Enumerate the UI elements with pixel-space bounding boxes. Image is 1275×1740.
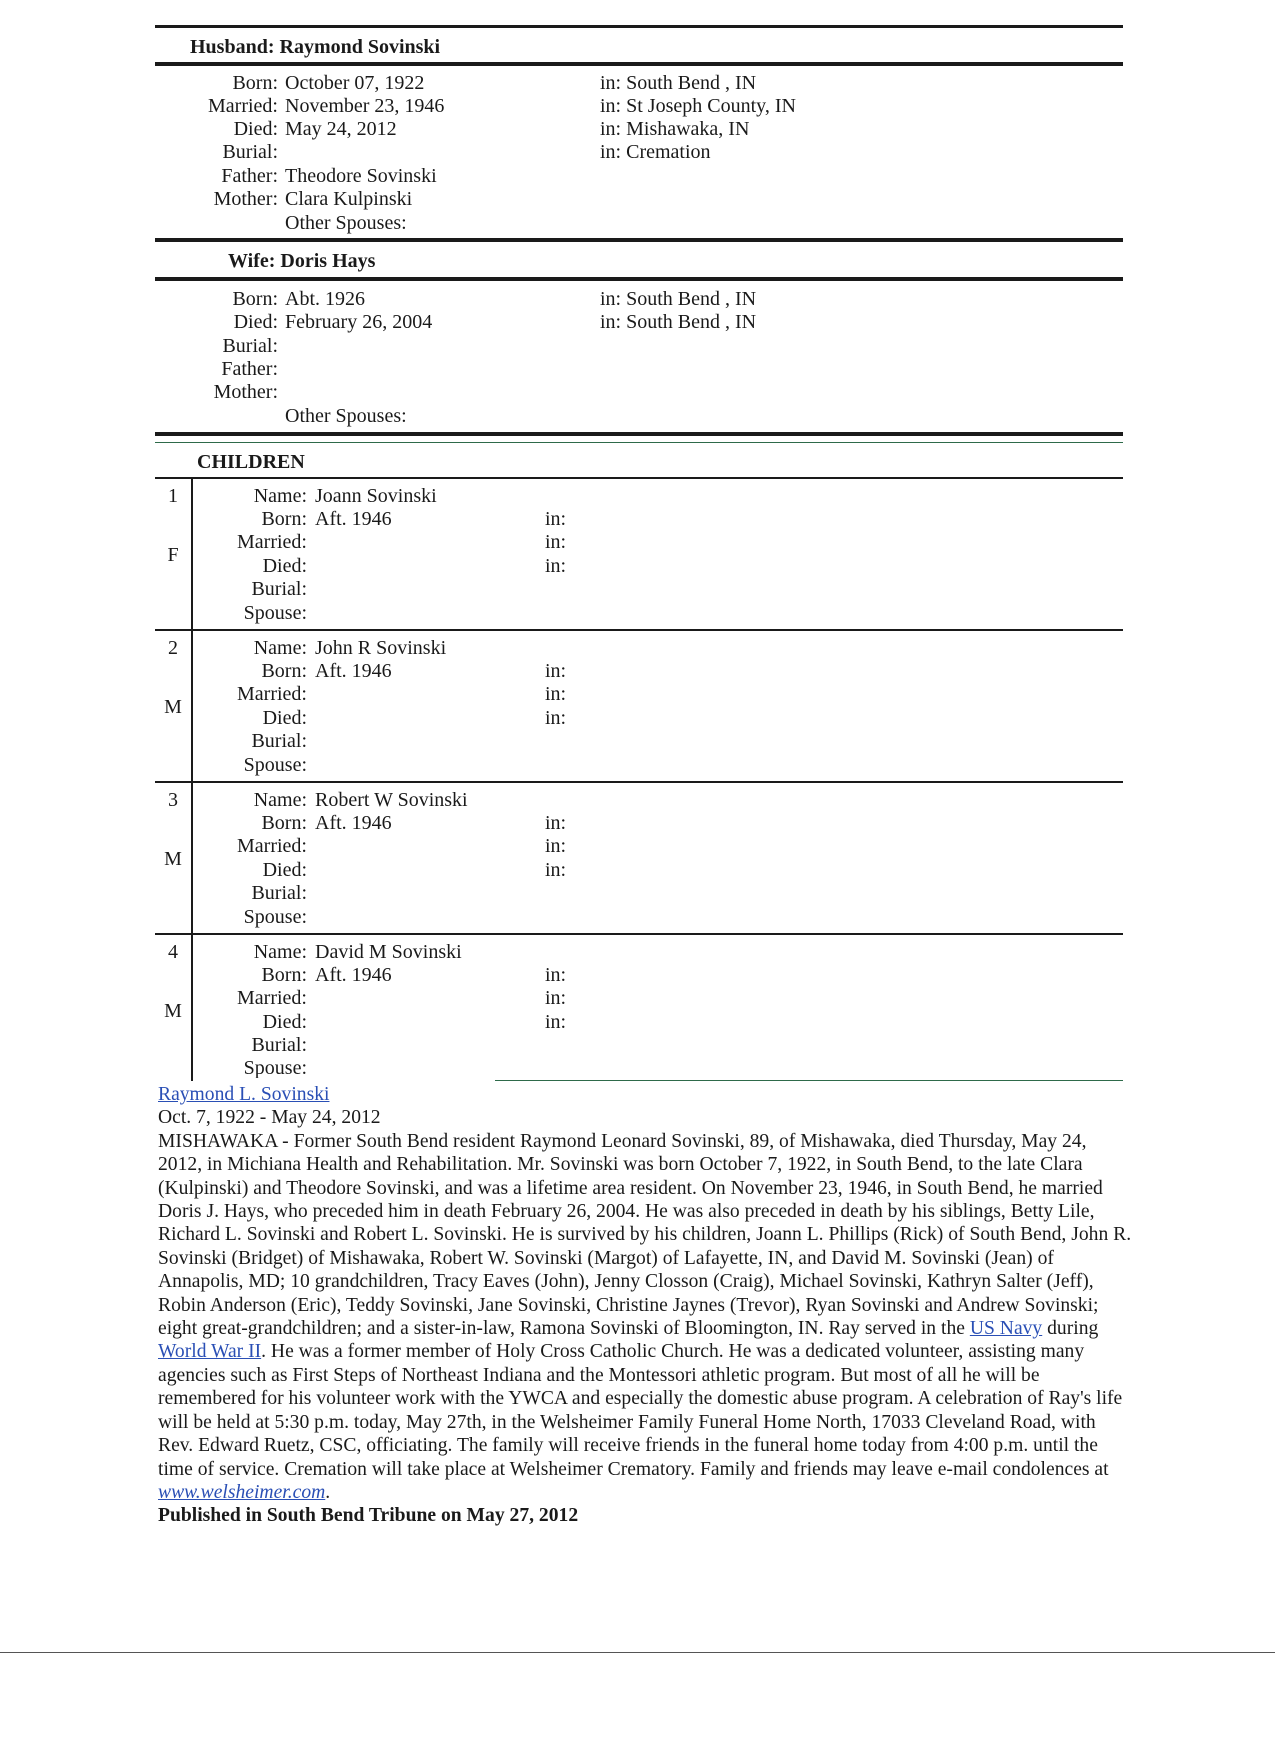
child-number: 1	[168, 485, 178, 507]
child-spouse-label: Spouse:	[243, 602, 307, 624]
child-married-in: in:	[545, 683, 567, 705]
child-born-label: Born:	[261, 964, 307, 986]
child-born-in: in:	[545, 964, 567, 986]
child-spouse-label: Spouse:	[243, 754, 307, 776]
husband-born-place: in: South Bend , IN	[600, 72, 757, 94]
obituary-text-4: .	[325, 1481, 331, 1503]
husband-born-value: October 07, 1922	[285, 72, 425, 94]
child-name-label: Name:	[253, 789, 307, 811]
wife-heading-label: Wife:	[228, 250, 276, 272]
wife-born-label: Born:	[232, 288, 278, 310]
child-name: Robert W Sovinski	[315, 789, 468, 811]
husband-heading	[190, 36, 440, 59]
wife-burial-label: Burial:	[222, 335, 278, 357]
husband-married-place: in: St Joseph County, IN	[600, 95, 796, 117]
husband-married-value: November 23, 1946	[285, 95, 445, 117]
wife-name: Doris Hays	[280, 250, 376, 272]
world-war-ii-link[interactable]: World War II	[158, 1341, 262, 1363]
child-burial-label: Burial:	[251, 578, 307, 600]
child-entry	[155, 783, 1123, 935]
husband-other-spouses: Other Spouses:	[285, 212, 407, 234]
husband-father-label: Father:	[221, 165, 278, 187]
husband-heading-label: Husband:	[190, 36, 275, 58]
husband-died-value: May 24, 2012	[285, 118, 397, 140]
us-navy-link[interactable]: US Navy	[969, 1318, 1043, 1340]
child-died-label: Died:	[262, 1011, 307, 1033]
husband-born-label: Born:	[232, 72, 278, 94]
child-born-label: Born:	[261, 812, 307, 834]
children-top-rule-thin	[155, 442, 1123, 443]
obituary-dates: Oct. 7, 1922 - May 24, 2012	[158, 1107, 381, 1129]
child-spouse-label: Spouse:	[243, 906, 307, 928]
wife-died-place: in: South Bend , IN	[600, 311, 757, 333]
husband-mother-value: Clara Kulpinski	[285, 188, 413, 210]
child-spouse-label: Spouse:	[243, 1057, 307, 1078]
wife-born-value: Abt. 1926	[285, 288, 365, 310]
child-married-in: in:	[545, 987, 567, 1009]
child-born-in: in:	[545, 812, 567, 834]
child-name: Joann Sovinski	[315, 485, 437, 507]
child-number: 3	[168, 789, 178, 811]
child-sex: F	[167, 544, 179, 566]
child-died-in: in:	[545, 1011, 567, 1033]
child-died-in: in:	[545, 555, 567, 577]
wife-father-label: Father:	[221, 358, 278, 380]
top-rule	[155, 25, 1123, 28]
child-born: Aft. 1946	[315, 508, 392, 530]
children-heading: CHILDREN	[197, 451, 305, 473]
child-number: 4	[168, 941, 178, 963]
child-entry	[155, 479, 1123, 631]
child-born: Aft. 1946	[315, 964, 392, 986]
child-died-label: Died:	[262, 859, 307, 881]
child-burial-label: Burial:	[251, 882, 307, 904]
husband-rule	[155, 62, 1123, 66]
child-number: 2	[168, 637, 178, 659]
scan-edge-line	[0, 1652, 1275, 1653]
child-married-in: in:	[545, 835, 567, 857]
child-born-label: Born:	[261, 508, 307, 530]
child-born-in: in:	[545, 660, 567, 682]
child-married-label: Married:	[237, 531, 307, 553]
child-name-label: Name:	[253, 485, 307, 507]
child-married-label: Married:	[237, 683, 307, 705]
child-entry	[155, 631, 1123, 783]
child-married-in: in:	[545, 531, 567, 553]
child-married-label: Married:	[237, 835, 307, 857]
child-burial-label: Burial:	[251, 1034, 307, 1056]
husband-mother-label: Mother:	[213, 188, 278, 210]
husband-died-place: in: Mishawaka, IN	[600, 118, 750, 140]
child-died-label: Died:	[262, 555, 307, 577]
husband-died-label: Died:	[233, 118, 278, 140]
obituary-text-1: MISHAWAKA - Former South Bend resident Raymond Leonard Sovinski, 89, of Mishawaka, died Thursday, May 24, 2012, in Michiana Health and Rehabilitation. Mr. Sovinski was born October 7, 1922, in South Bend, to the late Clara (Kulpinski) and Theodore Sovinski, and was a lifetime area resident. On November 23, 1946, in South Bend, he married Doris J. Hays, who preceded him in death February 26, 2004. He was also preceded in death by his siblings, Betty Lile, Richard L. Sovinski and Robert L. Sovinski. He is survived by his children, Joann L. Phillips (Rick) of South Bend, John R. Sovinski (Bridget) of Mishawaka, Robert W. Sovinski (Margot) of Lafayette, IN, and David M. Sovinski (Jean) of Annapolis, MD; 10 grandchildren, Tracy Eaves (John), Jenny Closson (Craig), Michael Sovinski, Kathryn Salter (Jeff), Robin Anderson (Eric), Teddy Sovinski, Jane Sovinski, Christine Jaynes (Trevor), Ryan Sovinski and Andrew Sovinski; eight great-grandchildren; and a sister-in-law, Ramona Sovinski of Bloomington, IN. Ray served in the	[158, 1130, 1132, 1340]
child-died-label: Died:	[262, 707, 307, 729]
husband-burial-label: Burial:	[222, 141, 278, 163]
obituary	[158, 1083, 1134, 1528]
husband-name: Raymond Sovinski	[279, 36, 441, 58]
child-name-label: Name:	[253, 637, 307, 659]
child-sex: M	[164, 696, 182, 718]
wife-rule	[155, 277, 1123, 281]
child-entry	[155, 935, 1123, 1085]
obituary-title-link[interactable]: Raymond L. Sovinski	[158, 1084, 330, 1105]
child-born: Aft. 1946	[315, 660, 392, 682]
husband-married-label: Married:	[208, 95, 278, 117]
child-died-in: in:	[545, 859, 567, 881]
wife-mother-label: Mother:	[213, 381, 278, 403]
child-burial-label: Burial:	[251, 730, 307, 752]
child-name-label: Name:	[253, 941, 307, 963]
child-bottom-rule	[495, 1080, 1123, 1081]
wife-died-label: Died:	[233, 311, 278, 333]
child-born-label: Born:	[261, 660, 307, 682]
child-name: John R Sovinski	[315, 637, 447, 659]
husband-burial-place: in: Cremation	[600, 141, 711, 163]
obituary-body	[158, 1130, 1134, 1505]
wife-born-place: in: South Bend , IN	[600, 288, 757, 310]
obituary-text-3: . He was a former member of Holy Cross Catholic Church. He was a dedicated volunteer, assisting many agencies such as First Steps of Northeast Indiana and the Montessori athletic program. But most of all he will be remembered for his volunteer work with the YWCA and especially the domestic abuse program. A celebration of Ray's life will be held at 5:30 p.m. today, May 27th, in the Welsheimer Family Funeral Home North, 17033 Cleveland Road, with Rev. Edward Ruetz, CSC, officiating. The family will receive friends in the funeral home today from 4:00 p.m. until the time of service. Cremation will take place at Welsheimer Crematory. Family and friends may leave e-mail condolences at	[158, 1341, 1123, 1480]
wife-top-rule	[155, 238, 1123, 242]
children-top-rule	[155, 432, 1123, 436]
wife-died-value: February 26, 2004	[285, 311, 433, 333]
published-line: Published in South Bend Tribune on May 27, 2012	[158, 1505, 579, 1527]
husband-father-value: Theodore Sovinski	[285, 165, 437, 187]
child-died-in: in:	[545, 707, 567, 729]
wife-other-spouses: Other Spouses:	[285, 405, 407, 427]
child-sex: M	[164, 848, 182, 870]
welsheimer-site-link[interactable]: www.welsheimer.com	[158, 1481, 326, 1503]
wife-heading	[228, 250, 375, 273]
child-name: David M Sovinski	[315, 941, 462, 963]
child-sex: M	[164, 1000, 182, 1022]
child-born: Aft. 1946	[315, 812, 392, 834]
obituary-text-2: during	[1042, 1318, 1099, 1340]
child-married-label: Married:	[237, 987, 307, 1009]
child-born-in: in:	[545, 508, 567, 530]
